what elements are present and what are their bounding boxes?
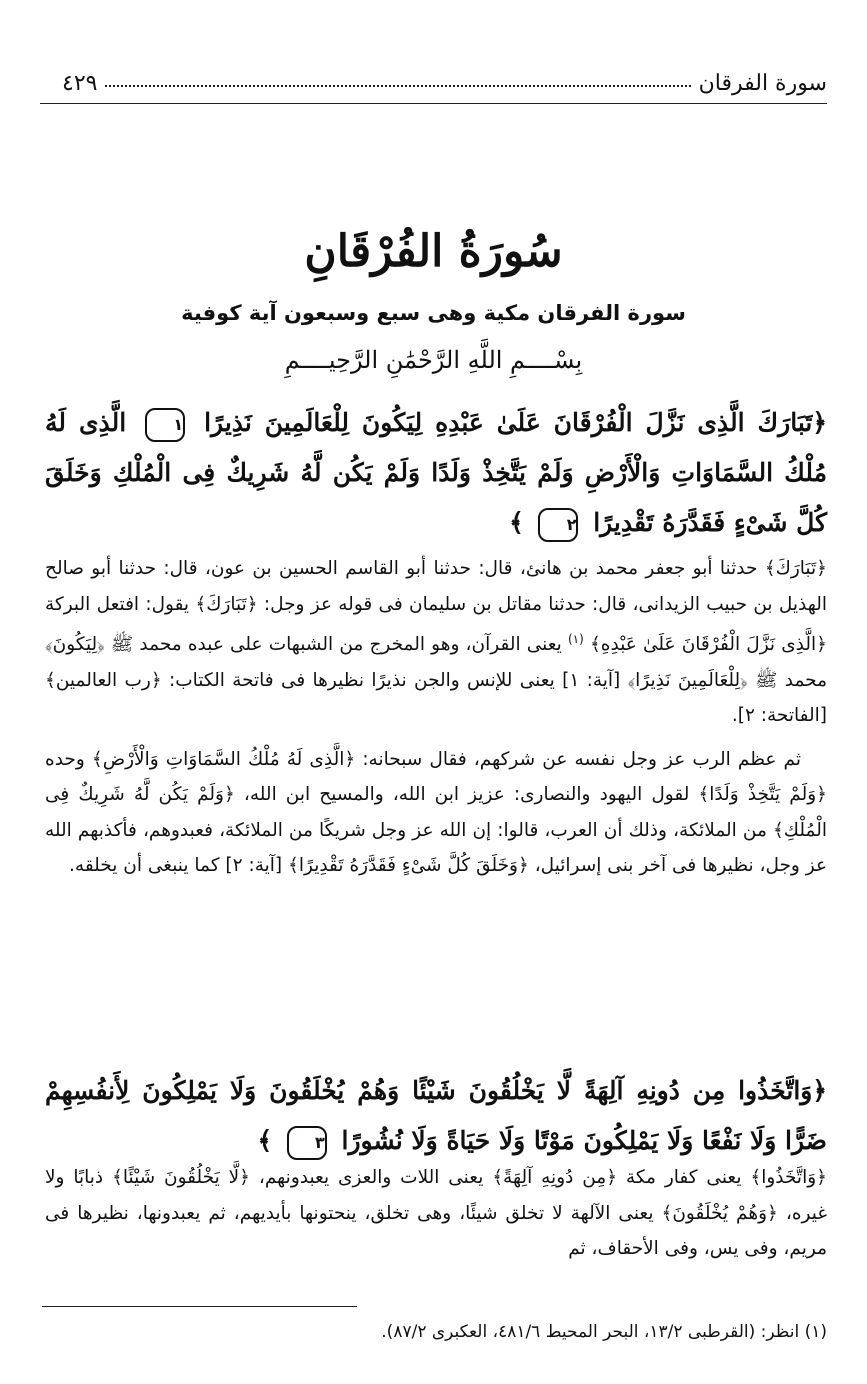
header-rule (40, 103, 827, 104)
verse-2-text: الَّذِى لَهُ مُلْكُ السَّمَاوَاتِ وَالْأَرْضِ وَلَمْ يَتَّخِذْ وَلَدًا وَلَمْ يَكُن لَّهُ شَرِيكٌ فِى الْمُلْكِ وَخَلَقَ كُلَّ شَىْءٍ فَقَدَّرَهُ تَقْدِيرًا (45, 408, 827, 537)
commentary-paragraph (45, 551, 827, 734)
header-leader-dots (105, 84, 690, 87)
header-sura-name: سورة الفرقان (698, 71, 827, 96)
ayah-number-marker: ٣ (287, 1126, 327, 1160)
commentary-paragraph: ثم عظم الرب عز وجل نفسه عن شركهم، فقال سبحانه: ﴿الَّذِى لَهُ مُلْكُ السَّمَاوَاتِ وَالْأَرْضِ﴾ وحده ﴿وَلَمْ يَتَّخِذْ وَلَدًا﴾ لقول اليهود والنصارى: عزيز ابن الله، والمسيح ابن الله، ﴿وَلَمْ يَكُن لَّهُ شَرِيكٌ فِى الْمُلْكِ﴾ من الملائكة، وذلك أن العرب، قالوا: إن الله عز وجل شريكًا من الملائكة، فعبدوهم، فأكذبهم الله عز وجل، نظيرها فى آخر بنى إسرائيل، ﴿وَخَلَقَ كُلَّ شَىْءٍ فَقَدَّرَهُ تَقْدِيرًا﴾ [آية: ٢] كما ينبغى أن يخلقه. (45, 748, 827, 877)
sura-title: سُورَةُ الفُرْقَانِ (304, 226, 563, 277)
page-number: ٤٢٩ (62, 71, 98, 96)
commentary-text: ﴿تَبَارَكَ﴾ حدثنا أبو جعفر محمد بن هانئ، قال: حدثنا أبو القاسم الحسين بن عون، قال: حدثنا أبو صالح الهذيل بن حبيب الزيدانى، قال: حدثنا مقاتل بن سليمان فى قوله عز وجل: ﴿تَبَارَكَ﴾ يقول: افتعل البركة ﴿الَّذِى نَزَّلَ الْفُرْقَانَ عَلَىٰ عَبْدِهِ﴾ (45, 558, 828, 656)
footnote: (١) انظر: (القرطبى ١٣/٢، البحر المحيط ٤٨١/٦، العكبرى ٨٧/٢). (381, 1322, 827, 1342)
verse-3-text: ﴿وَاتَّخَذُوا مِن دُونِهِ آلِهَةً لَّا يَخْلُقُونَ شَيْئًا وَهُمْ يُخْلَقُونَ وَلَا يَمْلِكُونَ لِأَنفُسِهِمْ ضَرًّا وَلَا نَفْعًا وَلَا يَمْلِكُونَ مَوْتًا وَلَا حَيَاةً وَلَا نُشُورًا (45, 1076, 827, 1155)
basmala-text: بِسْــــمِ اللَّهِ الرَّحْمَٰنِ الرَّحِيــــمِ (284, 346, 583, 374)
verse-close-bracket: ﴾ (509, 508, 524, 537)
commentary-text: يعنى القرآن، وهو المخرج من الشبهات على عبده محمد ﷺ ﴿لِيَكُونَ﴾ محمد ﷺ ﴿لِلْعَالَمِينَ نَذِيرًا﴾ [آية: ١] يعنى للإنس والجن نذيرًا نظيرها فى فاتحة الكتاب: ﴿رب العالمين﴾ [الفاتحة: ٢]. (45, 634, 827, 727)
running-header (62, 58, 827, 96)
verses-1-2 (45, 398, 827, 548)
commentary-block-1 (45, 551, 827, 884)
ayah-number-marker: ٢ (538, 508, 578, 542)
verse-1-text: ﴿تَبَارَكَ الَّذِى نَزَّلَ الْفُرْقَانَ عَلَىٰ عَبْدِهِ لِيَكُونَ لِلْعَالَمِينَ نَذِيرًا (204, 408, 827, 437)
basmala (0, 340, 867, 380)
ayah-number-marker: ١ (145, 408, 185, 442)
commentary-block-2 (45, 1160, 827, 1267)
footnote-reference: (١) (567, 632, 584, 646)
commentary-paragraph: ﴿وَاتَّخَذُوا﴾ يعنى كفار مكة ﴿مِن دُونِهِ آلِهَةً﴾ يعنى اللات والعزى يعبدونهم، ﴿لَّا يَخْلُقُونَ شَيْئًا﴾ ذبابًا ولا غيره، ﴿وَهُمْ يُخْلَقُونَ﴾ يعنى الآلهة لا تخلق شيئًا، وهى تخلق، ينحتونها بأيديهم، ثم يعبدونها، نظيرها فى مريم، وفى يس، وفى الأحقاف، ثم (45, 1167, 827, 1259)
verse-close-bracket: ﴾ (257, 1126, 273, 1155)
sura-subtitle: سورة الفرقان مكية وهى سبع وسبعون آية كوفية (181, 301, 686, 325)
verse-3 (45, 1066, 827, 1166)
footnote-rule (42, 1306, 357, 1307)
